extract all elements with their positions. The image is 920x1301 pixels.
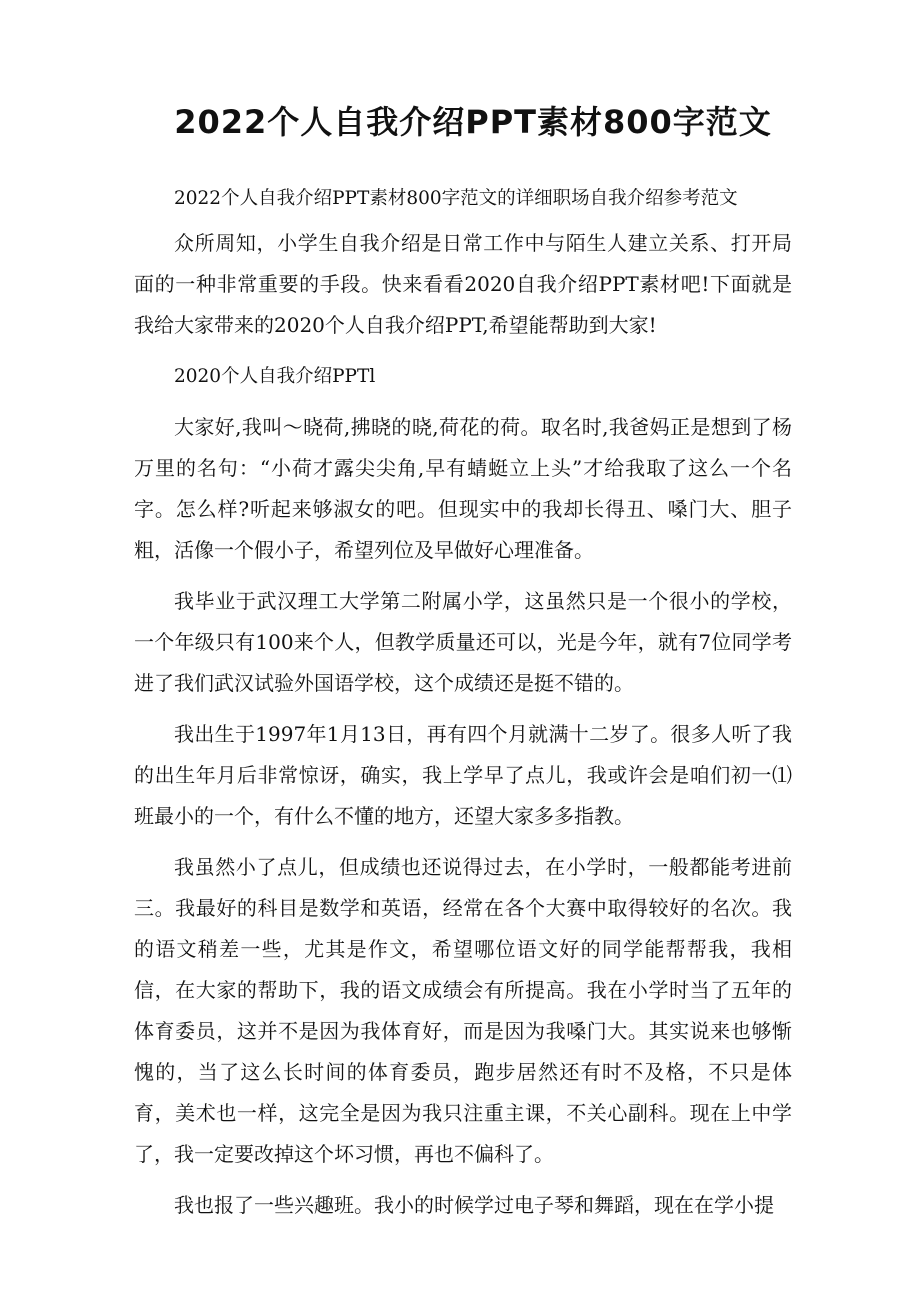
body-paragraph: 众所周知，小学生自我介绍是日常工作中与陌生人建立关系、打开局面的一种非常重要的手段。快来看看2020自我介绍PPT素材吧!下面就是我给大家带来的2020个人自我介绍PPT,希望能帮助到大家! [134,231,792,337]
intro-paragraph: 2022个人自我介绍PPT素材800字范文的详细职场自我介绍参考范文 [174,188,738,209]
body-paragraph: 我毕业于武汉理工大学第二附属小学，这虽然只是一个很小的学校，一个年级只有100来个人，但教学质量还可以，光是今年，就有7位同学考进了我们武汉试验外国语学校，这个成绩还是挺不错的。 [134,589,792,695]
body-paragraph: 大家好,我叫～晓荷,拂晓的晓,荷花的荷。取名时,我爸妈正是想到了杨万里的名句：“小荷才露尖尖角,早有蜻蜓立上头”才给我取了这么一个名字。怎么样?听起来够淑女的吧。但现实中的我却长得丑、嗓门大、胆子粗，活像一个假小子，希望列位及早做好心理准备。 [134,415,792,562]
section-heading: 2020个人自我介绍PPTl [174,366,376,387]
body-paragraph: 我虽然小了点儿，但成绩也还说得过去，在小学时，一般都能考进前三。我最好的科目是数学和英语，经常在各个大赛中取得较好的名次。我的语文稍差一些，尤其是作文，希望哪位语文好的同学能帮帮我，我相信，在大家的帮助下，我的语文成绩会有所提高。我在小学时当了五年的体育委员，这并不是因为我体育好，而是因为我嗓门大。其实说来也够惭愧的，当了这么长时间的体育委员，跑步居然还有时不及格，不只是体育，美术也一样，这完全是因为我只注重主课，不关心副科。现在上中学了，我一定要改掉这个坏习惯，再也不偏科了。 [134,855,792,1166]
document-title: 2022个人自我介绍PPT素材800字范文 [174,103,772,141]
body-paragraph: 我出生于1997年1月13日，再有四个月就满十二岁了。很多人听了我的出生年月后非常惊讶，确实，我上学早了点儿，我或许会是咱们初一⑴班最小的一个，有什么不懂的地方，还望大家多多指教。 [134,722,792,828]
body-paragraph: 我也报了一些兴趣班。我小的时候学过电子琴和舞蹈，现在在学小提 [174,1193,774,1217]
